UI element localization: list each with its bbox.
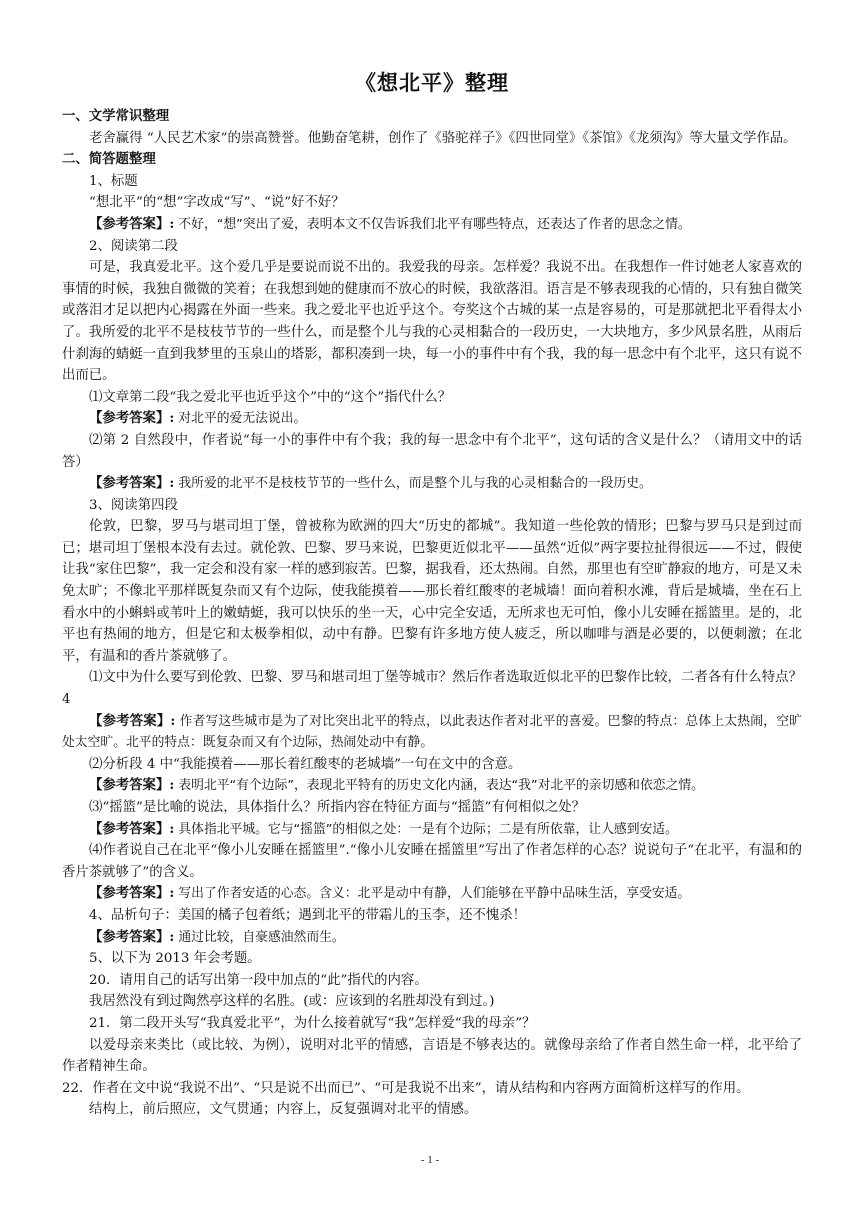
answer-label: 【参考答案】: <box>89 475 175 492</box>
answer-label: 【参考答案】: <box>89 410 175 427</box>
reference-answer <box>62 711 802 754</box>
document-page <box>62 68 802 1121</box>
paragraph: 1、标题 <box>89 173 138 189</box>
answer-label: 【参考答案】: <box>89 777 175 794</box>
reference-answer <box>62 473 802 495</box>
paragraph: “想北平”的“想”字改成“写”、“说”好不好？ <box>89 195 345 211</box>
document-body <box>62 106 802 1121</box>
reference-answer <box>62 408 802 430</box>
reference-answer <box>62 927 802 949</box>
paragraph: 结构上，前后照应，文气贯通；内容上，反复强调对北平的情感。 <box>89 1102 478 1118</box>
paragraph: ⑴文章第二段“我之爱北平也近乎这个”中的“这个”指代什么？ <box>89 389 452 405</box>
paragraph: ⑷作者说自己在北平“像小儿安睡在摇篮里”.“像小儿安睡在摇篮里”写出了作者怎样的心态？说说句子“在北平，有温和的香片茶就够了”的含义。 <box>62 843 802 880</box>
answer-text: 表明北平“有个边际”，表现北平特有的历史文化内涵，表达“我”对北平的亲切感和依恋之情。 <box>174 778 704 794</box>
answer-text: 不好，“想”突出了爱，表明本文不仅告诉我们北平有哪些特点，还表达了作者的思念之情。 <box>174 216 691 232</box>
paragraph: ⑵第 2 自然段中，作者说“每一小的事件中有个我；我的每一思念中有个北平”，这句话的含义是什么？（请用文中的话答） <box>62 432 802 470</box>
answer-text: 通过比较，自豪感油然而生。 <box>174 929 345 945</box>
answer-label: 【参考答案】: <box>89 215 175 232</box>
paragraph: ⑴文中为什么要写到伦敦、巴黎、罗马和堪司坦丁堡等城市？然后作者选取近似北平的巴黎作比较，二者各有什么特点？4 <box>62 670 802 708</box>
answer-text: 我所爱的北平不是枝枝节节的一些什么，而是整个儿与我的心灵相黏合的一段历史。 <box>174 476 652 492</box>
paragraph: 4、品析句子：美国的橘子包着纸；遇到北平的带霜儿的玉李，还不愧杀！ <box>89 907 527 923</box>
answer-text: 对北平的爱无法说出。 <box>174 411 307 427</box>
paragraph: 3、阅读第四段 <box>89 497 178 513</box>
paragraph: 伦敦，巴黎，罗马与堪司坦丁堡，曾被称为欧洲的四大“历史的都城”。我知道一些伦敦的情形；巴黎与罗马只是到过而已；堪司坦丁堡根本没有去过。就伦敦、巴黎、罗马来说，巴黎更近似北平——虽然“近似”两字要拉扯得很远——不过，假使让我“家住巴黎”，我一定会和没有家一样的感到寂苦。巴黎，据我看，还太热闹。自然，那里也有空旷静寂的地方，可是又未免太旷；不像北平那样既复杂而又有个边际，使我能摸着——那长着红酸枣的老城墙！面向着积水滩，背后是城墙，坐在石上看水中的小蝌蚪或苇叶上的嫩蜻蜓，我可以快乐的坐一天，心中完全安适，无所求也无可怕，像小儿安睡在摇篮里。是的，北平也有热闹的地方，但是它和太极拳相似，动中有静。巴黎有许多地方使人疲乏，所以咖啡与酒是必要的，以便刺激；在北平，有温和的香片茶就够了。 <box>62 519 802 664</box>
section-heading: 一、文学常识整理 <box>62 108 170 124</box>
reference-answer <box>62 775 802 797</box>
section-heading: 二、简答题整理 <box>62 151 156 168</box>
paragraph: ⑶“摇篮”是比喻的说法，具体指什么？所指内容在特征方面与“摇篮”有何相似之处？ <box>89 800 586 815</box>
paragraph: 2、阅读第二段 <box>89 238 178 254</box>
paragraph: 20．请用自己的话写出第一段中加点的“此”指代的内容。 <box>89 972 428 988</box>
paragraph: 老舍赢得 “人民艺术家”的崇高赞誉。他勤奋笔耕，创作了《骆驼祥子》《四世同堂》《茶馆》《龙须沟》等大量文学作品。 <box>89 130 797 146</box>
reference-answer <box>62 214 802 236</box>
answer-label: 【参考答案】: <box>89 820 175 837</box>
paragraph: 5、以下为 2013 年会考题。 <box>89 951 261 967</box>
reference-answer <box>62 819 802 841</box>
page-number: - 1 - <box>420 1154 440 1166</box>
answer-label: 【参考答案】: <box>89 885 175 902</box>
paragraph: 22．作者在文中说“我说不出”、“只是说不出而已”、“可是我说不出来”，请从结构和内容两方面简析这样写的作用。 <box>62 1080 750 1096</box>
paragraph: 可是，我真爱北平。这个爱几乎是要说而说不出的。我爱我的母亲。怎样爱？我说不出。在我想作一件讨她老人家喜欢的事情的时候，我独自微微的笑着；在我想到她的健康而不放心的时候，我欲落泪。语言是不够表现我的心情的，只有独自微笑或落泪才足以把内心揭露在外面一些来。我之爱北平也近乎这个。夸奖这个古城的某一点是容易的，可是那就把北平看得太小了。我所爱的北平不是枝枝节节的一些什么，而是整个儿与我的心灵相黏合的一段历史，一大块地方，多少风景名胜，从雨后什刹海的蜻蜓一直到我梦里的玉泉山的塔影，都积凑到一块，每一小的事件中有个我，我的每一思念中有个北平，这只有说不出而已。 <box>62 260 802 384</box>
paragraph: 我居然没有到过陶然亭这样的名胜。(或：应该到的名胜却没有到过。) <box>89 994 495 1010</box>
answer-text: 写出了作者安适的心态。含义：北平是动中有静，人们能够在平静中品味生活，享受安适。 <box>174 886 691 902</box>
answer-text: 具体指北平城。它与“摇篮”的相似之处：一是有个边际；二是有所依靠，让人感到安适。 <box>174 821 678 837</box>
reference-answer <box>62 883 802 905</box>
answer-text: 作者写这些城市是为了对比突出北平的特点，以此表达作者对北平的喜爱。巴黎的特点：总体上太热闹，空旷处太空旷。北平的特点：既复杂而又有个边际，热闹处动中有静。 <box>62 713 802 751</box>
document-title: 《想北平》整理 <box>355 70 509 95</box>
answer-label: 【参考答案】: <box>89 928 175 945</box>
paragraph: 21．第二段开头写“我真爱北平”，为什么接着就写“我”怎样爱“我的母亲”？ <box>89 1015 536 1031</box>
paragraph: 以爱母亲来类比（或比较、为例），说明对北平的情感，言语是不够表达的。就像母亲给了作者自然生命一样，北平给了作者精神生命。 <box>62 1037 802 1075</box>
paragraph: ⑵分析段 4 中“我能摸着——那长着红酸枣的老城墙”一句在文中的含意。 <box>89 756 522 772</box>
answer-label: 【参考答案】: <box>89 712 176 729</box>
